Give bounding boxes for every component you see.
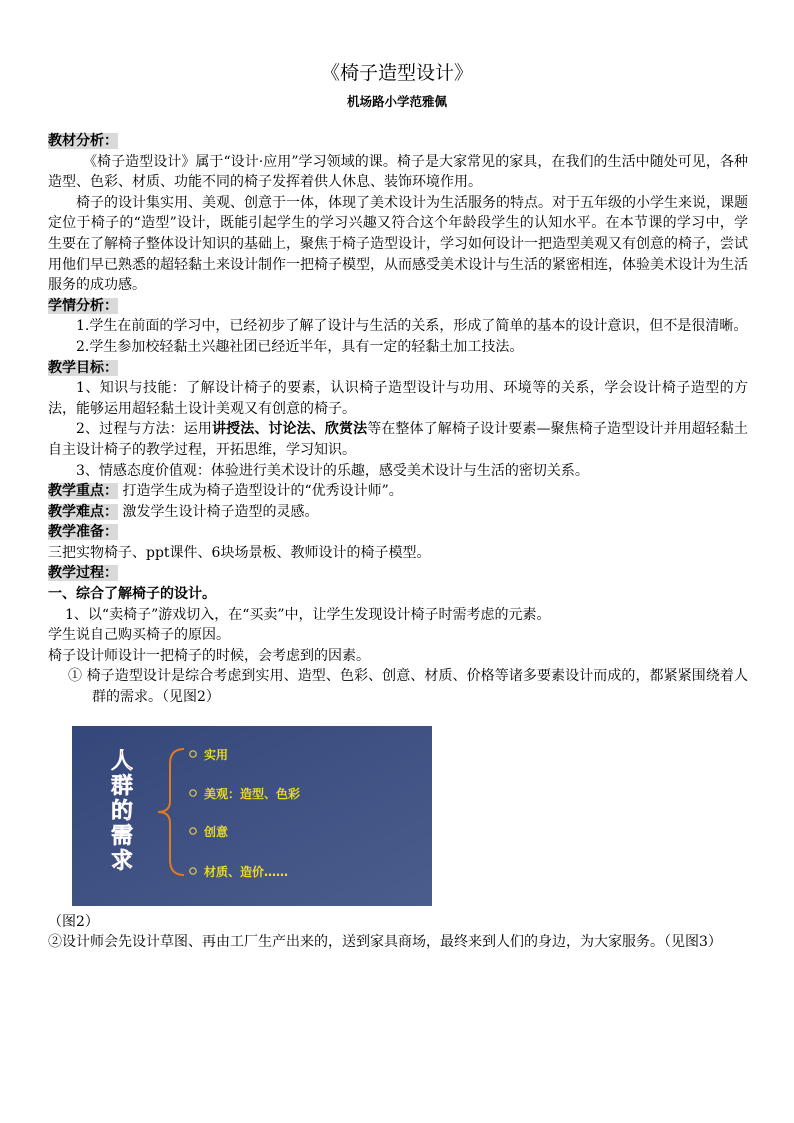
paragraph-goals-1: 1、知识与技能：了解设计椅子的要素，认识椅子造型设计与功用、环境等的关系，学会设计椅子造型的方法，能够运用超轻黏土设计美观又有创意的椅子。 bbox=[48, 380, 748, 417]
circle-item-1-text: 椅子造型设计是综合考虑到实用、造型、色彩、创意、材质、价格等诸多要素设计而成的，都紧紧围绕着人群的需求。（见图2） bbox=[86, 668, 749, 706]
paragraph-goals-2 bbox=[48, 419, 748, 460]
section-heading-students: 学情分析： bbox=[48, 297, 118, 314]
goals-2-methods: 讲授法、讨论法、欣赏法 bbox=[212, 421, 368, 438]
document-title: 《椅子造型设计》 bbox=[320, 62, 473, 84]
circle-number-1: ① bbox=[68, 668, 83, 685]
document-body bbox=[48, 131, 748, 953]
vertical-label-char-4: 需 bbox=[110, 823, 134, 849]
goals-2-text-b: 等在整体了解椅子设计要素—聚焦椅子造型设计并用超轻黏土自主设计椅子的教学过程，开拓思维，学习知识。 bbox=[48, 421, 749, 458]
step1-heading: 一、综合了解椅子的设计。 bbox=[48, 586, 216, 603]
figure-2-item-4: 材质、造价…… bbox=[204, 864, 289, 879]
figure-2-item-2: 美观：造型、色彩 bbox=[204, 786, 301, 801]
section-heading-goals: 教学目标： bbox=[48, 359, 118, 376]
vertical-label-char-1: 人 bbox=[110, 748, 134, 774]
goals-2-text-a: 2、过程与方法：运用 bbox=[76, 421, 212, 438]
paragraph-step1-3: 椅子设计师设计一把椅子的时候，会考虑到的因素。 bbox=[48, 647, 370, 664]
figure-2-image bbox=[72, 726, 432, 906]
difficult-point-text: 激发学生设计椅子造型的灵感。 bbox=[118, 503, 319, 520]
vertical-label-char-2: 群 bbox=[110, 773, 134, 799]
paragraph-analysis-1: 《椅子造型设计》属于“设计·应用”学习领域的课。椅子是大家常见的家具，在我们的生活中随处可见，各种造型、色彩、材质、功能不同的椅子发挥着供人休息、装饰环境作用。 bbox=[48, 153, 748, 191]
vertical-label-char-3: 的 bbox=[110, 798, 134, 824]
paragraph-students-2: 2.学生参加校轻黏土兴趣社团已经近半年，具有一定的轻黏土加工技法。 bbox=[76, 338, 524, 355]
paragraph-difficult-point bbox=[48, 502, 748, 523]
list-item-step1-circle-1 bbox=[48, 666, 748, 707]
figure-2-caption: （图2） bbox=[48, 913, 99, 930]
section-heading-prep: 教学准备： bbox=[48, 524, 118, 541]
paragraph-key-point bbox=[48, 481, 748, 502]
paragraph-prep: 三把实物椅子、ppt课件、6块场景板、教师设计的椅子模型。 bbox=[48, 544, 431, 561]
vertical-label-char-5: 求 bbox=[110, 848, 134, 874]
figure-2-item-1: 实用 bbox=[204, 747, 229, 762]
paragraph-goals-3: 3、情感态度价值观：体验进行美术设计的乐趣，感受美术设计与生活的密切关系。 bbox=[76, 462, 589, 479]
section-heading-analysis: 教材分析： bbox=[48, 133, 118, 149]
section-heading-difficult: 教学难点： bbox=[48, 503, 118, 520]
figure-2 bbox=[72, 726, 432, 906]
figure-2-item-3: 创意 bbox=[204, 824, 229, 839]
paragraph-analysis-2: 椅子的设计集实用、美观、创意于一体，体现了美术设计为生活服务的特点。对于五年级的小学生来说，课题定位于椅子的“造型”设计，既能引起学生的学习兴趣又符合这个年龄段学生的认知水平。在本节课的学习中，学生要在了解椅子整体设计知识的基础上，聚焦于椅子造型设计，学习如何设计一把造型美观又有创意的椅子，尝试用他们早已熟悉的超轻黏土来设计制作一把椅子模型，从而感受美术设计与生活的紧密相连，体验美术设计为生活服务的成功感。 bbox=[48, 194, 748, 294]
paragraph-step1-2: 学生说自己购买椅子的原因。 bbox=[48, 627, 230, 644]
paragraph-students-1: 1.学生在前面的学习中，已经初步了解了设计与生活的关系，形成了简单的基本的设计意识，但不是很清晰。 bbox=[76, 318, 748, 335]
list-item-step1-circle-2: ②设计师会先设计草图、再由工厂生产出来的，送到家具商场，最终来到人们的身边，为大家服务。（见图3） bbox=[48, 934, 722, 951]
key-point-text: 打造学生成为椅子造型设计的“优秀设计师”。 bbox=[118, 483, 403, 500]
section-heading-key: 教学重点： bbox=[48, 483, 118, 500]
paragraph-step1-1: 1、以“卖椅子”游戏切入，在“买卖”中，让学生发现设计椅子时需考虑的元素。 bbox=[65, 606, 551, 623]
figure-2-vertical-label bbox=[111, 749, 133, 874]
document-author: 机场路小学范雅佩 bbox=[346, 94, 447, 109]
section-heading-process: 教学过程： bbox=[48, 565, 118, 582]
